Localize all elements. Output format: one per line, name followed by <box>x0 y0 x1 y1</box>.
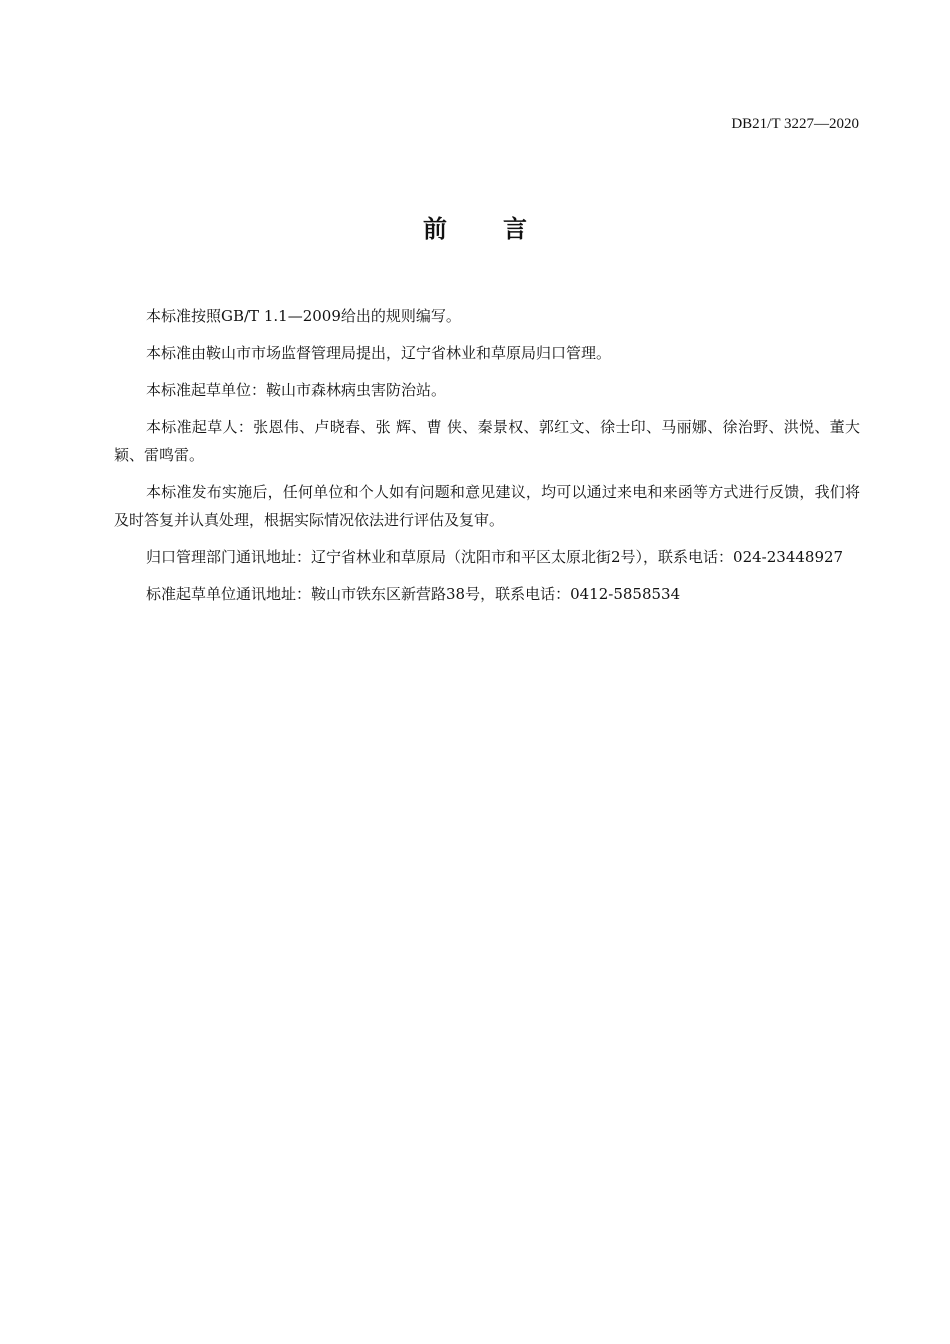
document-code: DB21/T 3227—2020 <box>731 116 859 132</box>
page-title-char-2: 言 <box>503 215 527 243</box>
paragraph-drafting-unit: 本标准起草单位：鞍山市森林病虫害防治站。 <box>146 381 447 399</box>
paragraph-proposer: 本标准由鞍山市市场监督管理局提出，辽宁省林业和草原局归口管理。 <box>146 344 612 362</box>
page-title <box>0 212 950 246</box>
paragraph-drafting-rules: 本标准按照GB/T 1.1—2009给出的规则编写。 <box>146 307 461 325</box>
paragraph-admin-contact: 归口管理部门通讯地址：辽宁省林业和草原局（沈阳市和平区太原北街2号），联系电话：024-23448927 <box>146 548 844 566</box>
foreword-body <box>114 302 860 617</box>
paragraph-feedback: 本标准发布实施后，任何单位和个人如有问题和意见建议，均可以通过来电和来函等方式进行反馈，我们将及时答复并认真处理，根据实际情况依法进行评估及复审。 <box>114 483 860 529</box>
paragraph-drafters: 本标准起草人：张恩伟、卢晓春、张 辉、曹 侠、秦景权、郭红文、徐士印、马丽娜、徐治野、洪悦、董大颖、雷鸣雷。 <box>114 418 860 464</box>
page-title-char-1: 前 <box>423 215 447 243</box>
paragraph-drafter-contact: 标准起草单位通讯地址：鞍山市铁东区新营路38号，联系电话：0412-5858534 <box>146 585 681 603</box>
